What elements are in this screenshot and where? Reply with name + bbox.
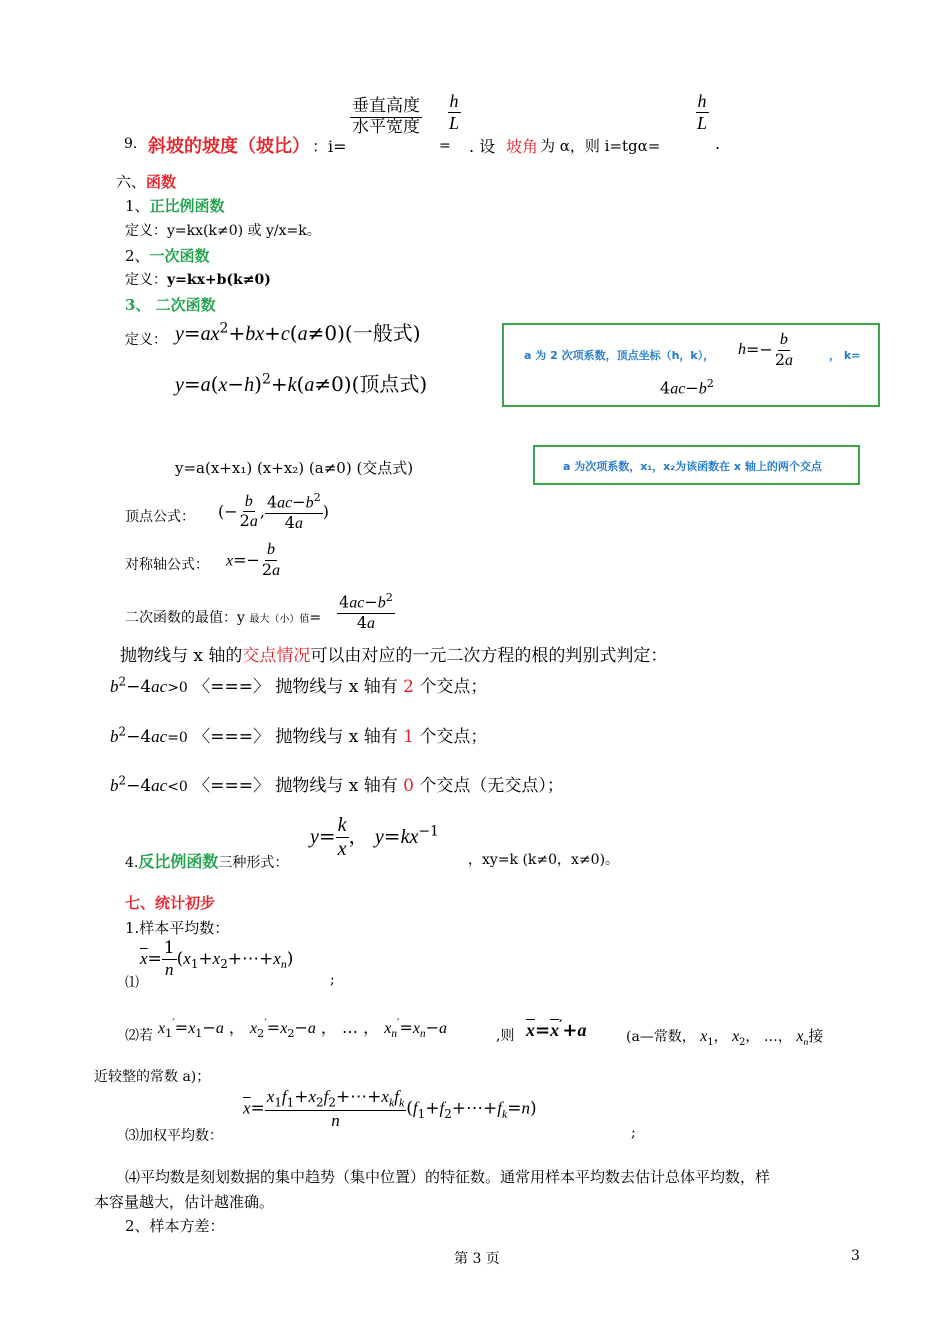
case-post: 个交点（无交点）； — [414, 776, 564, 796]
proportional-definition: 定义：y=kx(k≠0) 或 y/x=k。 — [125, 223, 321, 239]
h-symbol: h — [449, 91, 459, 111]
linear-heading — [125, 245, 210, 266]
h-formula: h =− $\frac{b}{2a}$ — [738, 331, 793, 369]
item-4-line-2: 本容量越大，估计越准确。 — [94, 1193, 275, 1211]
discriminant-case-1: $b^2-4ac>0$ 〈===〉 抛物线与 x 轴有 2 个交点； — [110, 674, 488, 697]
l-symbol: L — [449, 112, 460, 133]
item-title: 正比例函数 — [149, 197, 225, 215]
intercept-note-text: a 为次项系数，x₁，x₂为该函数在 x 轴上的两个交点 — [563, 460, 822, 473]
section-label: 六、 — [116, 173, 147, 191]
case-pre: 〈===〉 抛物线与 x 轴有 — [193, 677, 404, 697]
quadratic-def-label: 定义： — [125, 332, 167, 348]
item-num: 4. — [125, 855, 139, 871]
discriminant-intro — [120, 641, 667, 666]
slope-end: . — [715, 134, 721, 153]
vertex-formula: (− $\frac{b}{2a}$ , $\frac{4ac-b^2}{4a}$ ) — [218, 491, 330, 533]
section-title: 函数 — [146, 173, 177, 191]
section-6-heading — [116, 171, 176, 192]
vertex-note-text: a 为 2 次项系数，顶点坐标（h，k）， — [524, 349, 715, 362]
vertex-form-label: (顶点式) — [351, 372, 428, 396]
intro-a: 抛物线与 x 轴的 — [120, 646, 243, 666]
item-2-then: ,则 — [496, 1028, 515, 1044]
case-pre: 〈===〉 抛物线与 x 轴有 — [193, 776, 404, 796]
max-value-label: 二次函数的最值：y 最大（小）值= — [125, 610, 322, 626]
inverse-tail: ，xy=k (k≠0，x≠0)。 — [468, 852, 620, 868]
eq-sign: = — [439, 138, 451, 154]
vertex-note-mid: ， k= — [829, 349, 861, 362]
vertex-formula-label: 顶点公式： — [125, 509, 195, 525]
item-label: 1、 — [125, 197, 150, 215]
footer-page-label: 第 3 页 — [454, 1251, 500, 1267]
weighted-mean-formula: $\overline{x}=$ $\frac{x_1f_1+x_2f_2+\cdots+x_kf_k}{n}$ $(f_1+f_2+\cdots+f_k=n)$ — [243, 1087, 537, 1130]
max-sub: 最大（小）值 — [249, 614, 310, 625]
def-label: 定义： — [125, 272, 167, 288]
variance-title: 2、样本方差： — [125, 1217, 225, 1235]
slope-number: 9. — [124, 136, 138, 152]
item-2-continuation: 近较整的常数 a)； — [94, 1069, 211, 1085]
max-label-text: 二次函数的最值： — [125, 610, 237, 626]
general-form-label: (一般式) — [344, 321, 421, 345]
k-numerator: $4ac-b^2$ — [660, 377, 714, 398]
slope-title: 斜坡的坡度（坡比） — [148, 136, 310, 157]
inverse-heading — [125, 849, 288, 872]
shifted-mean-formula: $x_1'=x_1-a$ ， $x_2'=x_2-a$ ， … ， $x_n'=x_n-a$ — [158, 1016, 447, 1041]
slope-rest: 为 α，则 i=tgα= — [540, 137, 661, 155]
case-op: <0 — [167, 779, 188, 795]
quadratic-heading: 3、 二次函数 — [125, 296, 216, 314]
weighted-mean-end: ; — [631, 1125, 636, 1141]
case-post: 个交点； — [414, 677, 488, 697]
general-form-formula: $y=ax^2+bx+c(a\ne 0)$(一般式) — [175, 320, 421, 345]
fraction-numerator: 垂直高度 — [352, 96, 420, 116]
intercept-form: y=a(x+x₁) (x+x₂) (a≠0) (交点式) — [175, 459, 414, 477]
axis-formula-label: 对称轴公式： — [125, 557, 209, 573]
max-value-formula: $\frac{4ac-b^2}{4a}$ — [339, 591, 393, 633]
case-count: 0 — [403, 776, 414, 796]
item-3-label: ⑶加权平均数： — [125, 1128, 223, 1144]
item-label: 2、 — [125, 247, 150, 265]
h-over-l-fraction — [447, 92, 461, 133]
slope-ratio-fraction — [350, 98, 422, 137]
item-title: 反比例函数 — [138, 852, 219, 871]
intercept-note-box — [533, 445, 860, 485]
discriminant-case-3: $b^2-4ac<0$ 〈===〉 抛物线与 x 轴有 0 个交点（无交点）； — [110, 773, 564, 796]
case-post: 个交点； — [414, 727, 488, 747]
shifted-mean-result: $\overline{x}=\overline{x}'+a$ — [526, 1017, 587, 1041]
slope-angle-word: 坡角 — [506, 137, 539, 156]
intro-b: 交点情况 — [242, 646, 311, 666]
item-2-tail: (a—常数， $x_1$， $x_2$， …， $x_n$接 — [626, 1027, 824, 1048]
tail-text-2: 接 — [808, 1027, 824, 1045]
axis-formula: x=− $\frac{b}{2a}$ — [226, 541, 281, 579]
item-title: 一次函数 — [149, 247, 210, 265]
intro-c: 可以由对应的一元二次方程的根的判别式判定： — [310, 646, 668, 666]
vertex-note-box — [502, 323, 880, 407]
discriminant-case-2: $b^2-4ac=0$ 〈===〉 抛物线与 x 轴有 1 个交点； — [110, 724, 488, 747]
vertex-form-formula: $y=a(x-h)^2+k(a\ne 0)$(顶点式) — [175, 371, 428, 396]
slope-mid-text: . 设 — [469, 137, 496, 156]
case-op: =0 — [167, 730, 188, 746]
footer-page-number: 3 — [851, 1248, 860, 1264]
fraction-denominator: 水平宽度 — [352, 116, 420, 137]
item-4-line-1: ⑷平均数是刻划数据的集中趋势（集中位置）的特征数。通常用样本平均数去估计总体平均数，样 — [125, 1168, 771, 1186]
mean-formula-end: ; — [330, 972, 335, 988]
inverse-formulas: y= $\frac{k}{x}$ ， $y=kx^{-1}$ — [310, 814, 439, 860]
item-1-label: ⑴ — [125, 975, 139, 991]
l-symbol: L — [697, 112, 708, 133]
mean-formula: $\overline{x}=$ $\frac{1}{n}$ $(x_1+x_2+\cdots+x_n)$ — [140, 938, 294, 979]
section-7-heading: 七、统计初步 — [125, 894, 216, 912]
proportional-heading — [125, 195, 225, 216]
h-over-l-fraction-2 — [695, 92, 709, 133]
tail-text: (a—常数， — [626, 1029, 696, 1045]
case-op: >0 — [167, 680, 188, 696]
case-count: 2 — [403, 677, 414, 697]
def-formula: y=kx+b(k≠0) — [167, 272, 271, 288]
case-count: 1 — [403, 727, 414, 747]
linear-definition — [125, 269, 271, 289]
item-2-label: ⑵若 — [125, 1028, 153, 1044]
slope-i-eq: ：i= — [312, 137, 347, 156]
h-symbol: h — [697, 91, 707, 111]
item-suffix: 三种形式： — [218, 855, 289, 871]
mean-title: 1.样本平均数： — [125, 919, 230, 937]
case-pre: 〈===〉 抛物线与 x 轴有 — [193, 727, 404, 747]
